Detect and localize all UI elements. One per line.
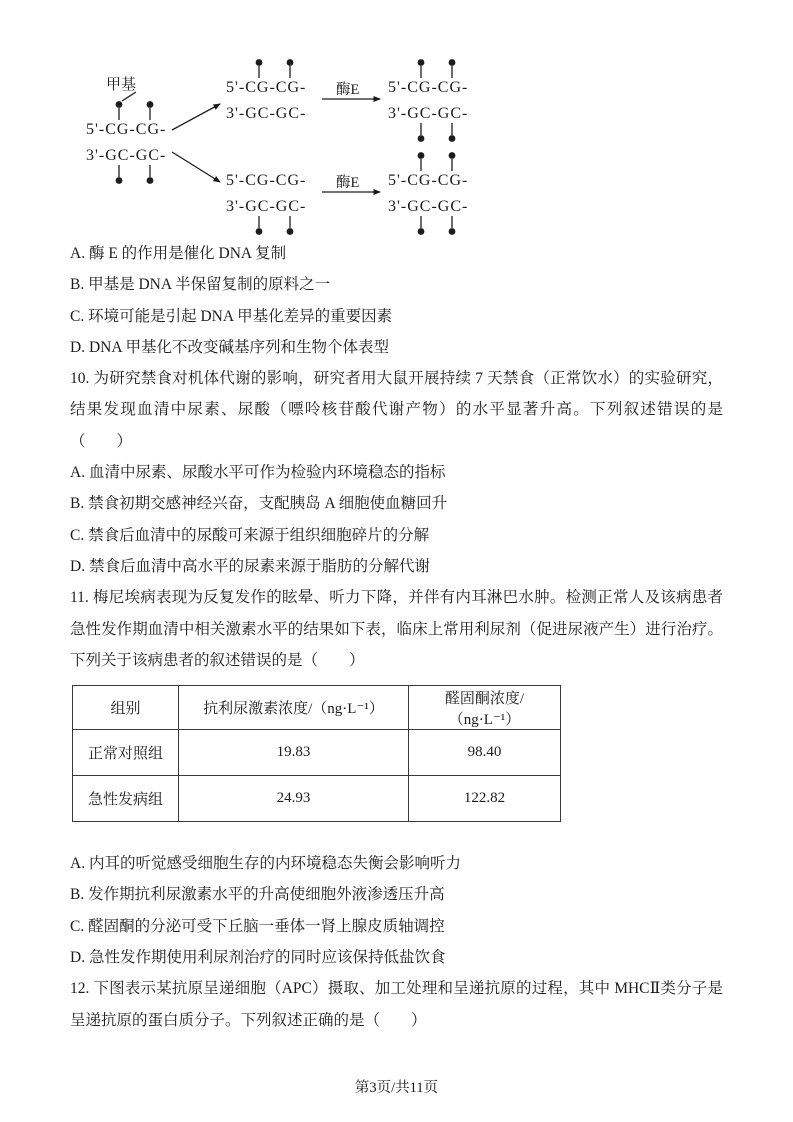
cell-adh: 19.83	[179, 730, 409, 776]
enzyme-e-label: 酶E	[336, 82, 360, 98]
q11-stem: 11. 梅尼埃病表现为反复发作的眩晕、听力下降，并伴有内耳淋巴水肿。检测正常人及该病患者急性发作期血清中相关激素水平的结果如下表，临床上常用利尿剂（促进尿液产生）进行治疗。下列关于该病患者的叙述错误的是（ ）	[70, 589, 723, 669]
original-bottom-strand: 3'-GC-GC-	[86, 147, 167, 164]
enzyme-e-label: 酶E	[336, 175, 360, 191]
methyl-marks	[116, 101, 154, 184]
replication-arrow-bottom	[172, 152, 220, 182]
cell-group: 正常对照组	[73, 730, 179, 776]
strand-text: 5'-CG-CG-	[388, 79, 469, 96]
q9-option-d: D. DNA 甲基化不改变碱基序列和生物个体表型	[70, 338, 390, 356]
strand-text: 5'-CG-CG-	[388, 172, 469, 189]
q11-option-a: A. 内耳的听觉感受细胞生存的内环境稳态失衡会影响听力	[70, 855, 461, 873]
col-header-aldosterone: 醛固酮浓度/（ng·L⁻¹）	[409, 686, 561, 730]
methyl-marks	[418, 152, 456, 235]
q10-option-c: C. 禁食后血清中的尿酸可来源于组织细胞碎片的分解	[70, 526, 430, 544]
q10-option-d: D. 禁食后血清中高水平的尿素来源于脂肪的分解代谢	[70, 557, 430, 575]
replication-arrow-top	[172, 104, 220, 130]
methyl-marks	[256, 216, 294, 235]
table-row-acute	[73, 776, 561, 822]
q11-option-c: C. 醛固酮的分泌可受下丘脑一垂体一肾上腺皮质轴调控	[70, 917, 445, 935]
top-product-duplex	[388, 59, 468, 142]
methyl-pointer-line	[122, 92, 136, 101]
q9-option-a: A. 酶 E 的作用是催化 DNA 复制	[70, 245, 287, 262]
bottom-product-duplex	[388, 152, 468, 235]
cell-group: 急性发病组	[73, 776, 179, 822]
q12-stem: 12. 下图表示某抗原呈递细胞（APC）摄取、加工处理和呈递抗原的过程，其中 MHCⅡ类分子是呈递抗原的蛋白质分子。下列叙述正确的是（ ）	[70, 980, 723, 1029]
strand-text: 5'-CG-CG-	[226, 79, 307, 96]
q10-option-b: B. 禁食初期交感神经兴奋，支配胰岛 A 细胞使血糖回升	[70, 495, 448, 513]
methyl-marks	[256, 59, 294, 78]
page-number: 第3页/共11页	[354, 1080, 439, 1096]
strand-text: 3'-GC-GC-	[388, 198, 469, 215]
col-header-group: 组别	[73, 686, 179, 730]
strand-text: 3'-GC-GC-	[388, 105, 469, 122]
q9-option-c: C. 环境可能是引起 DNA 甲基化差异的重要因素	[70, 307, 393, 325]
dna-methylation-diagram	[76, 46, 536, 238]
methyl-label: 甲基	[106, 77, 137, 93]
original-duplex	[86, 101, 166, 184]
cell-adh: 24.93	[179, 776, 409, 822]
cell-aldosterone: 122.82	[409, 776, 561, 822]
strand-text: 5'-CG-CG-	[226, 172, 307, 189]
cell-aldosterone: 98.40	[409, 730, 561, 776]
q11-option-d: D. 急性发作期使用利尿剂治疗的同时应该保持低盐饮食	[70, 949, 446, 967]
q9-option-b: B. 甲基是 DNA 半保留复制的原料之一	[70, 276, 331, 294]
q10-option-a: A. 血清中尿素、尿酸水平可作为检验内环境稳态的指标	[70, 464, 446, 482]
q10-stem: 10. 为研究禁食对机体代谢的影响，研究者用大鼠开展持续 7 天禁食（正常饮水）的实验研究，结果发现血清中尿素、尿酸（嘌呤核苷酸代谢产物）的水平显著升高。下列叙述错误的是（ ）	[70, 370, 723, 450]
strand-text: 3'-GC-GC-	[226, 105, 307, 122]
bottom-hemimethylated-duplex	[226, 172, 306, 235]
col-header-adh: 抗利尿激素浓度/（ng·L⁻¹）	[179, 686, 409, 730]
hormone-table	[72, 685, 561, 822]
top-hemimethylated-duplex	[226, 59, 306, 122]
original-top-strand: 5'-CG-CG-	[86, 121, 167, 138]
q11-option-b: B. 发作期抗利尿激素水平的升高使细胞外液渗透压升高	[70, 886, 445, 904]
methyl-marks	[418, 59, 456, 142]
strand-text: 3'-GC-GC-	[226, 198, 307, 215]
table-header-row	[73, 686, 561, 730]
table-row-normal	[73, 730, 561, 776]
